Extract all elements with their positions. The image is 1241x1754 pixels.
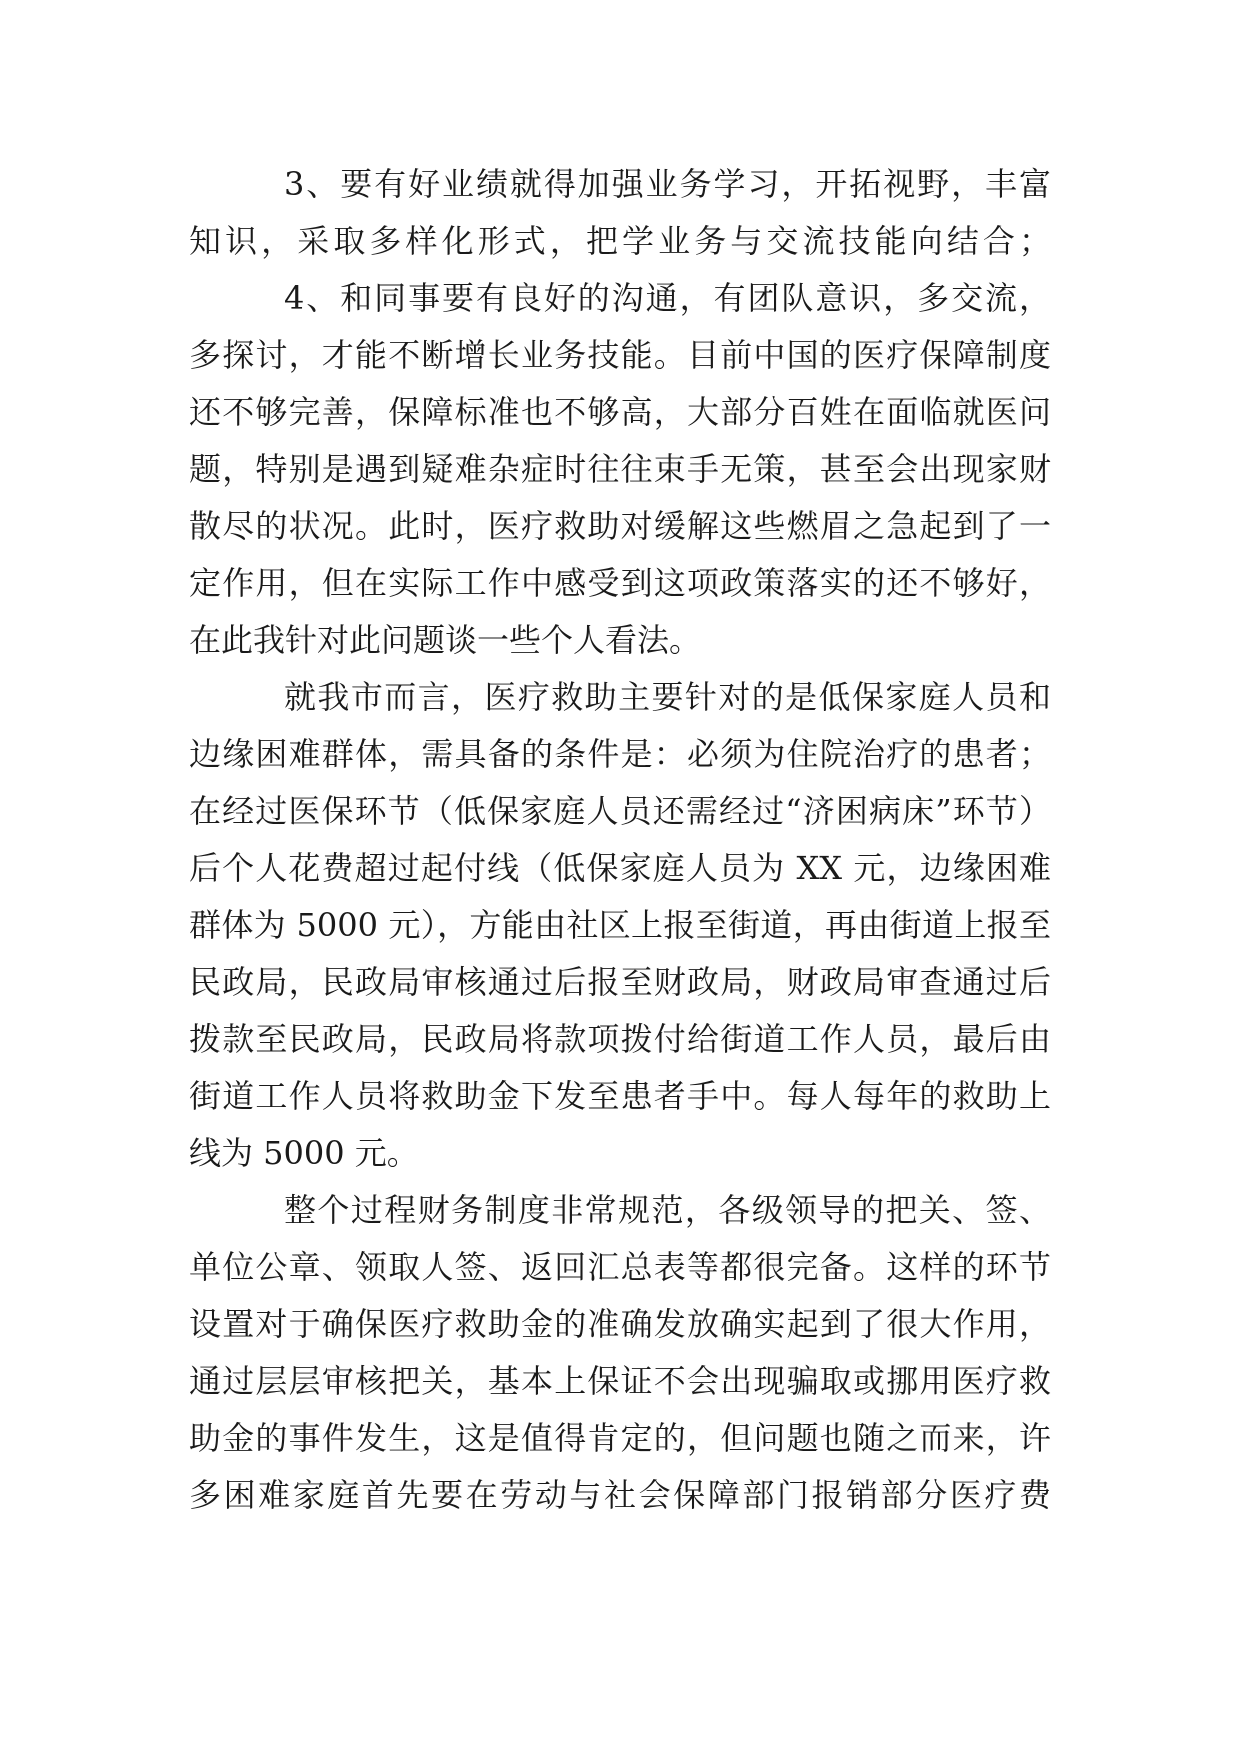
text-line: 定作用，但在实际工作中感受到这项政策落实的还不够好， (189, 564, 1051, 602)
text-line: 知识，采取多样化形式，把学业务与交流技能向结合； (189, 222, 1051, 260)
text-line: 助金的事件发生，这是值得肯定的，但问题也随之而来，许 (189, 1419, 1051, 1457)
text-line: 4、和同事要有良好的沟通，有团队意识，多交流， (284, 279, 1051, 317)
paragraph-1 (189, 156, 1051, 270)
text-line: 还不够完善，保障标准也不够高，大部分百姓在面临就医问 (189, 393, 1051, 431)
text-line: 整个过程财务制度非常规范，各级领导的把关、签、 (284, 1191, 1051, 1229)
paragraph-4 (189, 1182, 1051, 1524)
text-line: 题，特别是遇到疑难杂症时往往束手无策，甚至会出现家财 (189, 450, 1051, 488)
text-line: 边缘困难群体，需具备的条件是：必须为住院治疗的患者； (189, 735, 1051, 773)
text-line: 在经过医保环节（低保家庭人员还需经过“济困病床”环节） (189, 792, 1051, 830)
text-line: 3、要有好业绩就得加强业务学习，开拓视野，丰富 (284, 165, 1051, 203)
text-line: 设置对于确保医疗救助金的准确发放确实起到了很大作用， (189, 1305, 1051, 1343)
paragraph-2 (189, 270, 1051, 669)
text-line: 线为 5000 元。 (189, 1134, 419, 1172)
text-line: 在此我针对此问题谈一些个人看法。 (189, 621, 702, 659)
text-line: 街道工作人员将救助金下发至患者手中。每人每年的救助上 (189, 1077, 1051, 1115)
paragraph-3 (189, 669, 1051, 1182)
text-line: 多困难家庭首先要在劳动与社会保障部门报销部分医疗费 (189, 1476, 1051, 1514)
text-line: 民政局，民政局审核通过后报至财政局，财政局审查通过后 (189, 963, 1051, 1001)
text-line: 就我市而言，医疗救助主要针对的是低保家庭人员和 (284, 678, 1051, 716)
text-line: 群体为 5000 元），方能由社区上报至街道，再由街道上报至 (189, 906, 1051, 944)
text-line: 后个人花费超过起付线（低保家庭人员为 XX 元，边缘困难 (189, 849, 1051, 887)
text-line: 散尽的状况。此时，医疗救助对缓解这些燃眉之急起到了一 (189, 507, 1051, 545)
text-line: 通过层层审核把关，基本上保证不会出现骗取或挪用医疗救 (189, 1362, 1051, 1400)
text-line: 单位公章、领取人签、返回汇总表等都很完备。这样的环节 (189, 1248, 1051, 1286)
text-line: 拨款至民政局，民政局将款项拨付给街道工作人员，最后由 (189, 1020, 1051, 1058)
document-body (189, 156, 1051, 1524)
text-line: 多探讨，才能不断增长业务技能。目前中国的医疗保障制度 (189, 336, 1051, 374)
